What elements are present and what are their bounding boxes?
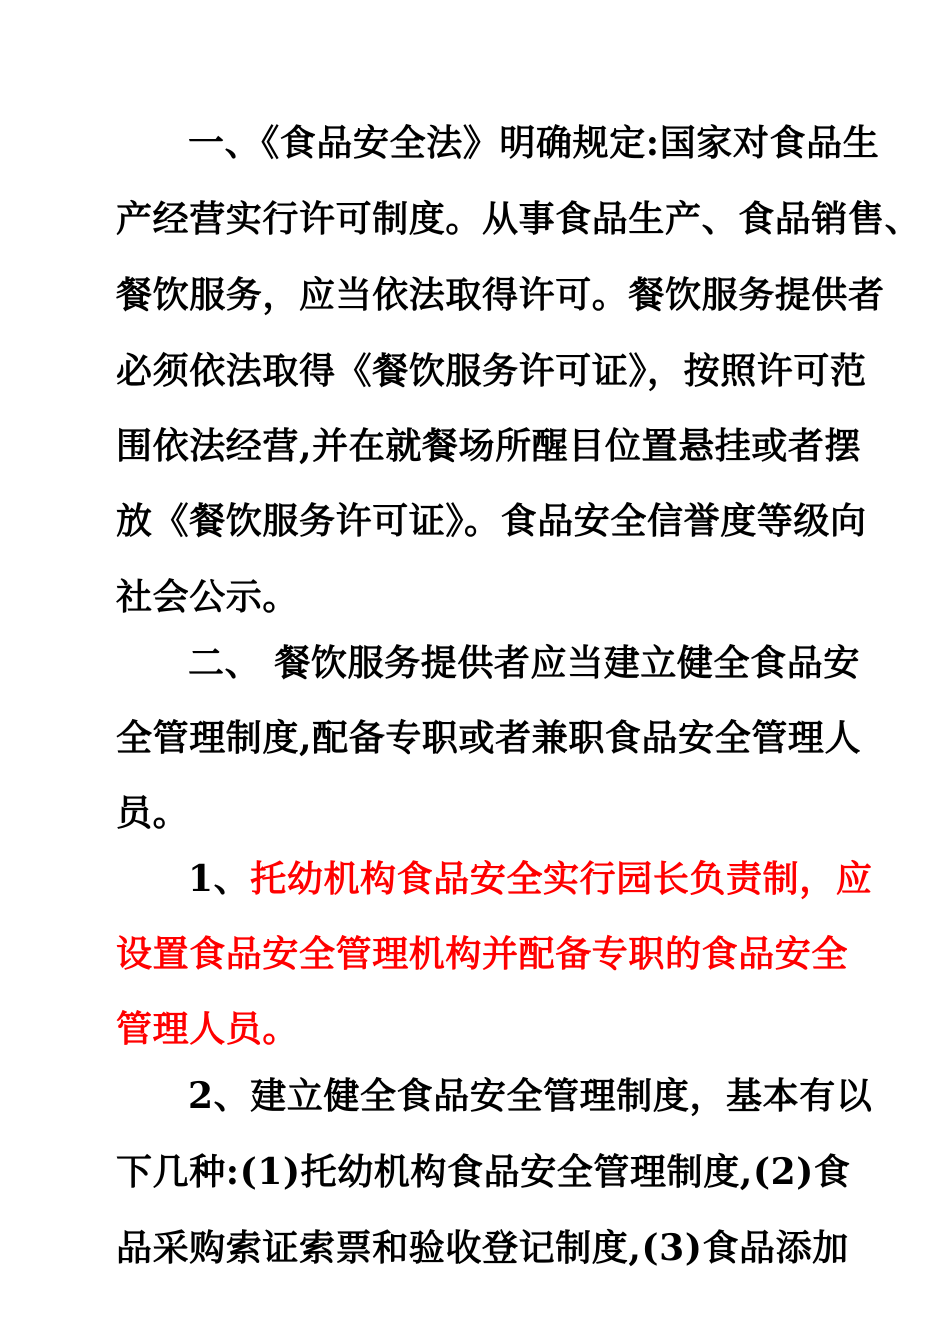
paragraph-1-line-3: 餐饮服务，应当依法取得许可。餐饮服务提供者 bbox=[116, 274, 885, 316]
paragraph-4-line-3: 品采购索证索票和验收登记制度,(3)食品添加 bbox=[116, 1227, 849, 1269]
paragraph-1-line-2: 产经营实行许可制度。从事食品生产、食品销售、 bbox=[116, 198, 922, 240]
paragraph-2-line-1: 二、 餐饮服务提供者应当建立健全食品安 bbox=[188, 642, 860, 684]
paragraph-3-red-text: 托幼机构食品安全实行园长负责制，应 bbox=[250, 858, 873, 900]
paragraph-1-line-1: 一、《食品安全法》明确规定:国家对食品生 bbox=[188, 122, 880, 164]
paragraph-3-line-2: 设置食品安全管理机构并配备专职的食品安全 bbox=[116, 933, 849, 975]
paragraph-1-line-6: 放《餐饮服务许可证》。食品安全信誉度等级向 bbox=[116, 500, 867, 542]
paragraph-3-prefix: 1、 bbox=[188, 858, 251, 900]
paragraph-3-line-3: 管理人员。 bbox=[116, 1008, 300, 1050]
paragraph-3-line-1 bbox=[188, 849, 872, 909]
paragraph-1-line-4: 必须依法取得《餐饮服务许可证》，按照许可范 bbox=[116, 350, 867, 392]
paragraph-2-line-3: 员。 bbox=[116, 792, 190, 834]
paragraph-2-line-2: 全管理制度,配备专职或者兼职食品安全管理人 bbox=[116, 717, 862, 759]
paragraph-1-line-7: 社会公示。 bbox=[116, 576, 300, 618]
paragraph-1-line-5: 围依法经营,并在就餐场所醒目位置悬挂或者摆 bbox=[116, 425, 862, 467]
paragraph-4-line-1: 2、建立健全食品安全管理制度，基本有以 bbox=[188, 1075, 873, 1117]
paragraph-4-line-2: 下几种:(1)托幼机构食品安全管理制度,(2)食 bbox=[116, 1151, 851, 1193]
